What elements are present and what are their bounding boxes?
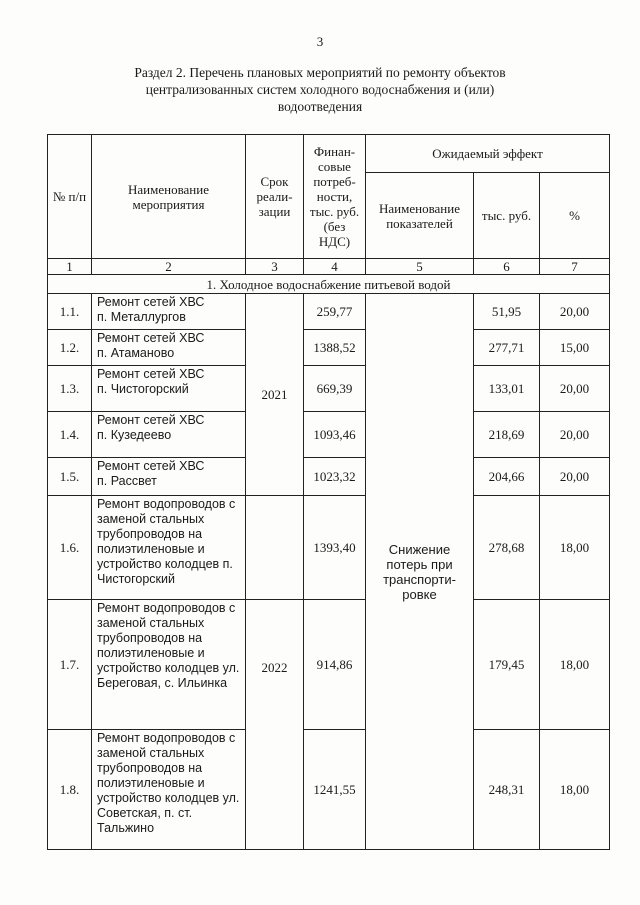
- effect-rub: 278,68: [474, 496, 540, 600]
- column-number: 6: [474, 259, 540, 275]
- row-number: 1.3.: [48, 366, 92, 412]
- measure-name: [92, 458, 246, 496]
- column-number: 5: [366, 259, 474, 275]
- finance-value: 1393,40: [304, 496, 366, 600]
- effect-percent: 18,00: [540, 600, 610, 730]
- measure-name: Ремонт водопроводов с заменой стальных трубопроводов на полиэтиленовые и устройство колодцев ул. Советская, п. ст. Тальжино: [92, 730, 246, 850]
- effect-percent: 20,00: [540, 412, 610, 458]
- measure-line: п. Рассвет: [97, 474, 157, 488]
- column-number: 3: [246, 259, 304, 275]
- row-number: 1.2.: [48, 330, 92, 366]
- effect-rub: 179,45: [474, 600, 540, 730]
- effect-percent: 18,00: [540, 496, 610, 600]
- effect-percent: 20,00: [540, 294, 610, 330]
- effect-indicator: Снижение потерь при транспорти-ровке: [366, 294, 474, 850]
- effect-rub: 248,31: [474, 730, 540, 850]
- row-number: 1.7.: [48, 600, 92, 730]
- header-finance: Финан-совые потреб-ности, тыс. руб. (без НДС): [304, 135, 366, 259]
- measure-line: Ремонт сетей ХВС: [97, 413, 205, 427]
- column-number: 7: [540, 259, 610, 275]
- effect-percent: 20,00: [540, 458, 610, 496]
- header-percent: %: [540, 173, 610, 259]
- table-row: [48, 730, 610, 850]
- header-name: Наименование мероприятия: [92, 135, 246, 259]
- column-number: 2: [92, 259, 246, 275]
- finance-value: 1388,52: [304, 330, 366, 366]
- heading-line-3: водоотведения: [277, 99, 363, 114]
- measure-line: Ремонт сетей ХВС: [97, 459, 205, 473]
- table-row: [48, 294, 610, 330]
- effect-rub: 51,95: [474, 294, 540, 330]
- effect-percent: 20,00: [540, 366, 610, 412]
- measure-line: п. Атаманово: [97, 346, 175, 360]
- row-number: 1.8.: [48, 730, 92, 850]
- section-heading: [60, 64, 580, 115]
- section-row: [48, 275, 610, 294]
- measure-name: [92, 412, 246, 458]
- measure-name: [92, 294, 246, 330]
- column-number: 1: [48, 259, 92, 275]
- measure-name: Ремонт водопроводов с заменой стальных трубопроводов на полиэтиленовые и устройство колодцев ул. Береговая, с. Ильинка: [92, 600, 246, 730]
- measure-name: Ремонт водопроводов с заменой стальных трубопроводов на полиэтиленовые и устройство колодцев п. Чистогорский: [92, 496, 246, 600]
- measure-name: [92, 330, 246, 366]
- table-row: [48, 412, 610, 458]
- measure-line: Ремонт сетей ХВС: [97, 367, 205, 381]
- effect-rub: 218,69: [474, 412, 540, 458]
- row-number: 1.4.: [48, 412, 92, 458]
- measure-line: п. Кузедеево: [97, 428, 172, 442]
- measure-line: п. Чистогорский: [97, 382, 189, 396]
- heading-line-2: централизованных систем холодного водоснабжения и (или): [145, 82, 495, 97]
- table-row: [48, 366, 610, 412]
- measure-line: Ремонт сетей ХВС: [97, 295, 205, 309]
- effect-rub: 204,66: [474, 458, 540, 496]
- measures-table: [47, 134, 610, 850]
- term-2022: 2022: [246, 600, 304, 850]
- effect-rub: 133,01: [474, 366, 540, 412]
- section-title: 1. Холодное водоснабжение питьевой водой: [48, 275, 610, 294]
- page-number: 3: [316, 34, 324, 49]
- table-row: [48, 600, 610, 730]
- effect-percent: 15,00: [540, 330, 610, 366]
- table-row: [48, 330, 610, 366]
- effect-percent: 18,00: [540, 730, 610, 850]
- finance-value: 1093,46: [304, 412, 366, 458]
- row-number: 1.5.: [48, 458, 92, 496]
- table-row: [48, 496, 610, 600]
- column-number: 4: [304, 259, 366, 275]
- header-thousand-rub: тыс. руб.: [474, 173, 540, 259]
- effect-rub: 277,71: [474, 330, 540, 366]
- term-empty: [246, 496, 304, 600]
- finance-value: 669,39: [304, 366, 366, 412]
- row-number: 1.6.: [48, 496, 92, 600]
- header-indicator: Наименование показателей: [366, 173, 474, 259]
- measure-line: п. Металлургов: [97, 310, 186, 324]
- header-term: Срок реали-зации: [246, 135, 304, 259]
- finance-value: 914,86: [304, 600, 366, 730]
- column-number-row: [48, 259, 610, 275]
- measure-name: [92, 366, 246, 412]
- finance-value: 1241,55: [304, 730, 366, 850]
- term-2021: 2021: [246, 294, 304, 496]
- row-number: 1.1.: [48, 294, 92, 330]
- finance-value: 1023,32: [304, 458, 366, 496]
- measure-line: Ремонт сетей ХВС: [97, 331, 205, 345]
- table-row: [48, 458, 610, 496]
- finance-value: 259,77: [304, 294, 366, 330]
- header-num: № п/п: [48, 135, 92, 259]
- header-effect: Ожидаемый эффект: [366, 135, 610, 173]
- heading-line-1: Раздел 2. Перечень плановых мероприятий по ремонту объектов: [134, 65, 506, 80]
